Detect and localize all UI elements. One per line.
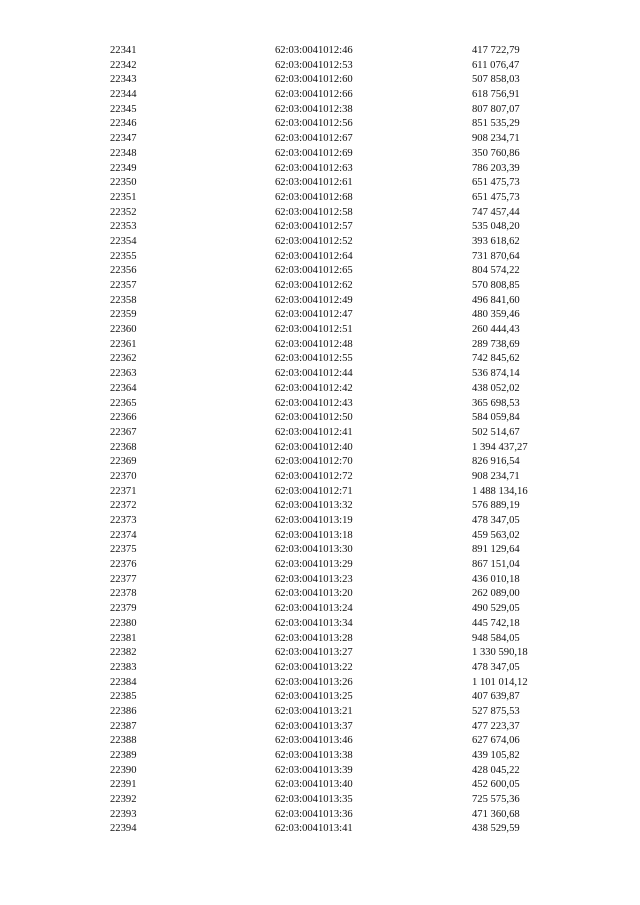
cadastral-number: 62:03:0041013:23 (275, 573, 353, 585)
cadastral-number: 62:03:0041013:39 (275, 764, 353, 776)
table-row (0, 397, 640, 412)
cadastral-number: 62:03:0041012:68 (275, 191, 353, 203)
cadastral-value: 1 394 437,27 (472, 441, 528, 453)
cadastral-number: 62:03:0041013:41 (275, 823, 353, 835)
row-number: 22361 (110, 338, 137, 350)
row-number: 22352 (110, 206, 137, 218)
row-number: 22374 (110, 529, 137, 541)
cadastral-number: 62:03:0041013:20 (275, 588, 353, 600)
row-number: 22388 (110, 735, 137, 747)
table-row (0, 558, 640, 573)
table-row (0, 632, 640, 647)
table-row (0, 470, 640, 485)
table-row (0, 235, 640, 250)
cadastral-number: 62:03:0041012:41 (275, 426, 353, 438)
row-number: 22349 (110, 162, 137, 174)
row-number: 22391 (110, 779, 137, 791)
cadastral-value: 445 742,18 (472, 617, 520, 629)
row-number: 22389 (110, 750, 137, 761)
cadastral-value: 289 738,69 (472, 338, 520, 350)
cadastral-value: 260 444,43 (472, 324, 520, 336)
row-number: 22364 (110, 382, 137, 394)
cadastral-number: 62:03:0041012:61 (275, 177, 353, 189)
cadastral-value: 438 529,59 (472, 823, 520, 835)
row-number: 22382 (110, 647, 137, 659)
cadastral-number: 62:03:0041013:30 (275, 544, 353, 556)
cadastral-value: 570 808,85 (472, 280, 520, 291)
cadastral-value: 477 223,37 (472, 720, 520, 732)
table-row (0, 117, 640, 132)
table-row (0, 162, 640, 177)
cadastral-number: 62:03:0041012:48 (275, 338, 353, 350)
row-number: 22350 (110, 177, 137, 189)
cadastral-number: 62:03:0041012:40 (275, 441, 353, 453)
cadastral-number: 62:03:0041012:63 (275, 162, 353, 174)
row-number: 22367 (110, 426, 137, 438)
table-row (0, 176, 640, 191)
cadastral-value: 536 874,14 (472, 368, 520, 380)
table-row (0, 411, 640, 426)
cadastral-number: 62:03:0041012:55 (275, 353, 353, 365)
cadastral-number: 62:03:0041012:64 (275, 250, 353, 262)
table-row (0, 661, 640, 676)
cadastral-number: 62:03:0041012:62 (275, 280, 353, 291)
cadastral-number: 62:03:0041012:66 (275, 89, 353, 101)
table-row (0, 294, 640, 309)
table-row (0, 220, 640, 235)
cadastral-value: 651 475,73 (472, 177, 520, 189)
table-row (0, 734, 640, 749)
table-row (0, 206, 640, 221)
table-row (0, 191, 640, 206)
cadastral-value: 891 129,64 (472, 544, 520, 556)
table-row (0, 338, 640, 353)
row-number: 22370 (110, 470, 137, 482)
cadastral-number: 62:03:0041013:18 (275, 529, 353, 541)
table-row (0, 103, 640, 118)
row-number: 22386 (110, 705, 137, 717)
cadastral-number: 62:03:0041013:24 (275, 603, 353, 615)
cadastral-value: 851 535,29 (472, 118, 520, 130)
row-number: 22344 (110, 89, 137, 101)
row-number: 22372 (110, 500, 137, 512)
cadastral-value: 407 639,87 (472, 691, 520, 703)
cadastral-number: 62:03:0041012:38 (275, 103, 353, 115)
cadastral-value: 262 089,00 (472, 588, 520, 600)
cadastral-value: 393 618,62 (472, 235, 520, 247)
row-number: 22362 (110, 353, 137, 365)
cadastral-value: 428 045,22 (472, 764, 520, 776)
cadastral-number: 62:03:0041013:37 (275, 720, 353, 732)
table-row (0, 59, 640, 74)
row-number: 22358 (110, 294, 137, 306)
table-row (0, 382, 640, 397)
cadastral-value: 747 457,44 (472, 206, 520, 218)
table-row (0, 264, 640, 279)
cadastral-value: 618 756,91 (472, 89, 520, 101)
row-number: 22375 (110, 544, 137, 556)
table-row (0, 720, 640, 735)
cadastral-number: 62:03:0041013:29 (275, 559, 353, 571)
cadastral-number: 62:03:0041012:60 (275, 74, 353, 86)
cadastral-value: 651 475,73 (472, 191, 520, 203)
row-number: 22353 (110, 221, 137, 233)
table-row (0, 367, 640, 382)
cadastral-value: 438 052,02 (472, 382, 520, 394)
row-number: 22356 (110, 265, 137, 277)
cadastral-value: 1 101 014,12 (472, 676, 528, 688)
cadastral-number: 62:03:0041013:32 (275, 500, 353, 512)
cadastral-value: 826 916,54 (472, 456, 520, 468)
row-number: 22390 (110, 764, 137, 776)
table-row (0, 352, 640, 367)
table-row (0, 529, 640, 544)
row-number: 22357 (110, 280, 137, 291)
cadastral-value: 527 875,53 (472, 705, 520, 717)
cadastral-number: 62:03:0041012:42 (275, 382, 353, 394)
row-number: 22369 (110, 456, 137, 468)
row-number: 22347 (110, 133, 137, 145)
cadastral-number: 62:03:0041013:40 (275, 779, 353, 791)
row-number: 22381 (110, 632, 137, 644)
cadastral-value: 478 347,05 (472, 661, 520, 673)
table-row (0, 73, 640, 88)
cadastral-value: 490 529,05 (472, 603, 520, 615)
row-number: 22368 (110, 441, 137, 453)
row-number: 22385 (110, 691, 137, 703)
table-row (0, 793, 640, 808)
cadastral-number: 62:03:0041013:27 (275, 647, 353, 659)
row-number: 22377 (110, 573, 137, 585)
row-number: 22343 (110, 74, 137, 86)
data-table (0, 44, 640, 837)
row-number: 22341 (110, 45, 137, 56)
row-number: 22360 (110, 324, 137, 336)
cadastral-value: 535 048,20 (472, 221, 520, 233)
table-row (0, 88, 640, 103)
cadastral-value: 1 330 590,18 (472, 647, 528, 659)
cadastral-number: 62:03:0041012:49 (275, 294, 353, 306)
row-number: 22380 (110, 617, 137, 629)
cadastral-value: 908 234,71 (472, 133, 520, 145)
table-row (0, 705, 640, 720)
table-row (0, 426, 640, 441)
cadastral-number: 62:03:0041012:58 (275, 206, 353, 218)
cadastral-number: 62:03:0041013:25 (275, 691, 353, 703)
cadastral-value: 731 870,64 (472, 250, 520, 262)
cadastral-number: 62:03:0041012:46 (275, 45, 353, 56)
cadastral-value: 627 674,06 (472, 735, 520, 747)
cadastral-value: 611 076,47 (472, 59, 520, 71)
cadastral-value: 725 575,36 (472, 794, 520, 806)
table-row (0, 646, 640, 661)
row-number: 22393 (110, 808, 137, 820)
table-row (0, 44, 640, 59)
row-number: 22387 (110, 720, 137, 732)
cadastral-number: 62:03:0041012:67 (275, 133, 353, 145)
table-row (0, 676, 640, 691)
table-row (0, 543, 640, 558)
table-row (0, 499, 640, 514)
cadastral-value: 496 841,60 (472, 294, 520, 306)
cadastral-value: 436 010,18 (472, 573, 520, 585)
cadastral-number: 62:03:0041013:35 (275, 794, 353, 806)
cadastral-number: 62:03:0041013:22 (275, 661, 353, 673)
cadastral-number: 62:03:0041013:38 (275, 750, 353, 761)
table-row (0, 308, 640, 323)
cadastral-number: 62:03:0041013:46 (275, 735, 353, 747)
row-number: 22371 (110, 485, 137, 497)
cadastral-value: 478 347,05 (472, 515, 520, 526)
row-number: 22394 (110, 823, 137, 835)
table-row (0, 749, 640, 764)
cadastral-number: 62:03:0041012:51 (275, 324, 353, 336)
row-number: 22384 (110, 676, 137, 688)
table-row (0, 279, 640, 294)
row-number: 22373 (110, 515, 137, 526)
cadastral-number: 62:03:0041012:57 (275, 221, 353, 233)
table-row (0, 455, 640, 470)
cadastral-number: 62:03:0041013:28 (275, 632, 353, 644)
cadastral-number: 62:03:0041012:65 (275, 265, 353, 277)
cadastral-value: 350 760,86 (472, 147, 520, 159)
table-row (0, 323, 640, 338)
row-number: 22351 (110, 191, 137, 203)
table-row (0, 587, 640, 602)
cadastral-value: 807 807,07 (472, 103, 520, 115)
cadastral-value: 786 203,39 (472, 162, 520, 174)
row-number: 22345 (110, 103, 137, 115)
cadastral-value: 742 845,62 (472, 353, 520, 365)
row-number: 22363 (110, 368, 137, 380)
row-number: 22383 (110, 661, 137, 673)
cadastral-number: 62:03:0041012:43 (275, 397, 353, 409)
table-row (0, 132, 640, 147)
cadastral-number: 62:03:0041012:69 (275, 147, 353, 159)
cadastral-number: 62:03:0041012:44 (275, 368, 353, 380)
row-number: 22379 (110, 603, 137, 615)
table-row (0, 147, 640, 162)
cadastral-value: 480 359,46 (472, 309, 520, 321)
cadastral-number: 62:03:0041012:71 (275, 485, 353, 497)
row-number: 22354 (110, 235, 137, 247)
table-row (0, 617, 640, 632)
row-number: 22366 (110, 412, 137, 424)
table-row (0, 602, 640, 617)
table-row (0, 778, 640, 793)
cadastral-value: 417 722,79 (472, 45, 520, 56)
cadastral-value: 502 514,67 (472, 426, 520, 438)
cadastral-number: 62:03:0041012:50 (275, 412, 353, 424)
table-row (0, 485, 640, 500)
cadastral-value: 439 105,82 (472, 750, 520, 761)
table-row (0, 514, 640, 529)
cadastral-number: 62:03:0041013:34 (275, 617, 353, 629)
cadastral-value: 452 600,05 (472, 779, 520, 791)
table-row (0, 441, 640, 456)
cadastral-number: 62:03:0041012:56 (275, 118, 353, 130)
row-number: 22346 (110, 118, 137, 130)
cadastral-value: 576 889,19 (472, 500, 520, 512)
cadastral-value: 459 563,02 (472, 529, 520, 541)
row-number: 22365 (110, 397, 137, 409)
table-row (0, 573, 640, 588)
cadastral-value: 908 234,71 (472, 470, 520, 482)
cadastral-number: 62:03:0041013:36 (275, 808, 353, 820)
cadastral-value: 1 488 134,16 (472, 485, 528, 497)
cadastral-value: 507 858,03 (472, 74, 520, 86)
cadastral-number: 62:03:0041012:47 (275, 309, 353, 321)
cadastral-value: 804 574,22 (472, 265, 520, 277)
cadastral-value: 867 151,04 (472, 559, 520, 571)
cadastral-value: 584 059,84 (472, 412, 520, 424)
cadastral-number: 62:03:0041012:70 (275, 456, 353, 468)
cadastral-number: 62:03:0041013:19 (275, 515, 353, 526)
row-number: 22348 (110, 147, 137, 159)
row-number: 22376 (110, 559, 137, 571)
table-row (0, 250, 640, 265)
cadastral-number: 62:03:0041013:26 (275, 676, 353, 688)
cadastral-value: 365 698,53 (472, 397, 520, 409)
table-row (0, 764, 640, 779)
cadastral-number: 62:03:0041012:53 (275, 59, 353, 71)
row-number: 22378 (110, 588, 137, 600)
row-number: 22342 (110, 59, 137, 71)
table-row (0, 808, 640, 823)
row-number: 22359 (110, 309, 137, 321)
cadastral-number: 62:03:0041012:52 (275, 235, 353, 247)
cadastral-value: 948 584,05 (472, 632, 520, 644)
row-number: 22355 (110, 250, 137, 262)
table-row (0, 690, 640, 705)
cadastral-value: 471 360,68 (472, 808, 520, 820)
cadastral-number: 62:03:0041013:21 (275, 705, 353, 717)
table-row (0, 822, 640, 837)
row-number: 22392 (110, 794, 137, 806)
cadastral-number: 62:03:0041012:72 (275, 470, 353, 482)
